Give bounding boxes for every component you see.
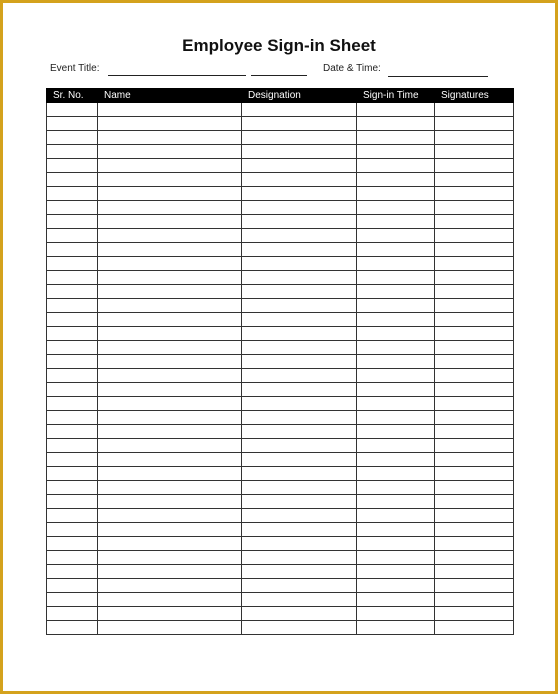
signature-cell[interactable] (435, 509, 514, 523)
designation-cell[interactable] (242, 495, 357, 509)
sign-in-time-cell[interactable] (357, 117, 435, 131)
table-row (47, 229, 514, 243)
name-cell[interactable] (98, 565, 242, 579)
sr-no-cell[interactable] (47, 313, 98, 327)
sr-no-cell[interactable] (47, 593, 98, 607)
sr-no-cell[interactable] (47, 355, 98, 369)
sr-no-cell[interactable] (47, 481, 98, 495)
designation-cell[interactable] (242, 453, 357, 467)
signature-cell[interactable] (435, 369, 514, 383)
name-cell[interactable] (98, 495, 242, 509)
designation-cell[interactable] (242, 103, 357, 117)
sr-no-cell[interactable] (47, 467, 98, 481)
signature-cell[interactable] (435, 481, 514, 495)
name-cell[interactable] (98, 243, 242, 257)
name-cell[interactable] (98, 467, 242, 481)
signature-cell[interactable] (435, 621, 514, 635)
sign-in-time-cell[interactable] (357, 313, 435, 327)
designation-cell[interactable] (242, 271, 357, 285)
column-header-designation: Designation (242, 89, 357, 103)
signature-cell[interactable] (435, 537, 514, 551)
event-title-label: Event Title: (50, 63, 100, 74)
name-cell[interactable] (98, 173, 242, 187)
table-row (47, 341, 514, 355)
name-cell[interactable] (98, 579, 242, 593)
sr-no-cell[interactable] (47, 565, 98, 579)
signature-cell[interactable] (435, 383, 514, 397)
signature-cell[interactable] (435, 439, 514, 453)
sr-no-cell[interactable] (47, 411, 98, 425)
designation-cell[interactable] (242, 579, 357, 593)
sign-in-time-cell[interactable] (357, 257, 435, 271)
sign-in-time-cell[interactable] (357, 369, 435, 383)
name-cell[interactable] (98, 411, 242, 425)
sr-no-cell[interactable] (47, 229, 98, 243)
signature-cell[interactable] (435, 593, 514, 607)
signature-cell[interactable] (435, 313, 514, 327)
name-cell[interactable] (98, 299, 242, 313)
name-cell[interactable] (98, 383, 242, 397)
table-row (47, 369, 514, 383)
name-cell[interactable] (98, 215, 242, 229)
sign-in-time-cell[interactable] (357, 145, 435, 159)
sign-in-time-cell[interactable] (357, 439, 435, 453)
sr-no-cell[interactable] (47, 341, 98, 355)
designation-cell[interactable] (242, 187, 357, 201)
signature-cell[interactable] (435, 579, 514, 593)
table-row (47, 425, 514, 439)
date-time-blank-line[interactable] (388, 76, 488, 77)
sr-no-cell[interactable] (47, 397, 98, 411)
name-cell[interactable] (98, 439, 242, 453)
sr-no-cell[interactable] (47, 103, 98, 117)
sr-no-cell[interactable] (47, 201, 98, 215)
table-row (47, 565, 514, 579)
table-row (47, 383, 514, 397)
name-cell[interactable] (98, 103, 242, 117)
sr-no-cell[interactable] (47, 523, 98, 537)
table-row (47, 173, 514, 187)
designation-cell[interactable] (242, 425, 357, 439)
name-cell[interactable] (98, 397, 242, 411)
sign-in-time-cell[interactable] (357, 481, 435, 495)
table-row (47, 411, 514, 425)
signature-cell[interactable] (435, 187, 514, 201)
table-header-row (47, 89, 514, 103)
sr-no-cell[interactable] (47, 551, 98, 565)
sr-no-cell[interactable] (47, 285, 98, 299)
event-title-blank-line-secondary[interactable] (251, 75, 307, 76)
designation-cell[interactable] (242, 467, 357, 481)
name-cell[interactable] (98, 229, 242, 243)
sign-in-time-cell[interactable] (357, 593, 435, 607)
sr-no-cell[interactable] (47, 299, 98, 313)
name-cell[interactable] (98, 425, 242, 439)
signature-cell[interactable] (435, 271, 514, 285)
sr-no-cell[interactable] (47, 257, 98, 271)
table-row (47, 187, 514, 201)
sign-in-time-cell[interactable] (357, 327, 435, 341)
sign-in-time-cell[interactable] (357, 453, 435, 467)
signature-cell[interactable] (435, 551, 514, 565)
table-row (47, 145, 514, 159)
sr-no-cell[interactable] (47, 439, 98, 453)
designation-cell[interactable] (242, 397, 357, 411)
designation-cell[interactable] (242, 201, 357, 215)
signature-cell[interactable] (435, 117, 514, 131)
sr-no-cell[interactable] (47, 607, 98, 621)
name-cell[interactable] (98, 257, 242, 271)
designation-cell[interactable] (242, 313, 357, 327)
table-row (47, 509, 514, 523)
designation-cell[interactable] (242, 607, 357, 621)
signature-cell[interactable] (435, 159, 514, 173)
designation-cell[interactable] (242, 229, 357, 243)
sign-in-time-cell[interactable] (357, 495, 435, 509)
designation-cell[interactable] (242, 509, 357, 523)
designation-cell[interactable] (242, 215, 357, 229)
designation-cell[interactable] (242, 551, 357, 565)
table-row (47, 285, 514, 299)
designation-cell[interactable] (242, 523, 357, 537)
designation-cell[interactable] (242, 593, 357, 607)
table-row (47, 481, 514, 495)
name-cell[interactable] (98, 369, 242, 383)
sign-in-time-cell[interactable] (357, 201, 435, 215)
designation-cell[interactable] (242, 285, 357, 299)
sign-in-time-cell[interactable] (357, 341, 435, 355)
signature-cell[interactable] (435, 397, 514, 411)
table-row (47, 327, 514, 341)
table-row (47, 299, 514, 313)
designation-cell[interactable] (242, 145, 357, 159)
signature-cell[interactable] (435, 145, 514, 159)
sr-no-cell[interactable] (47, 145, 98, 159)
name-cell[interactable] (98, 355, 242, 369)
signature-cell[interactable] (435, 453, 514, 467)
sr-no-cell[interactable] (47, 425, 98, 439)
signature-cell[interactable] (435, 425, 514, 439)
table-row (47, 607, 514, 621)
name-cell[interactable] (98, 607, 242, 621)
signature-cell[interactable] (435, 201, 514, 215)
designation-cell[interactable] (242, 159, 357, 173)
page-title: Employee Sign-in Sheet (182, 36, 376, 55)
table-row (47, 201, 514, 215)
signature-cell[interactable] (435, 103, 514, 117)
signature-cell[interactable] (435, 229, 514, 243)
table-row (47, 355, 514, 369)
sign-in-time-cell[interactable] (357, 159, 435, 173)
signature-cell[interactable] (435, 243, 514, 257)
designation-cell[interactable] (242, 439, 357, 453)
name-cell[interactable] (98, 593, 242, 607)
name-cell[interactable] (98, 523, 242, 537)
sign-in-time-cell[interactable] (357, 523, 435, 537)
name-cell[interactable] (98, 327, 242, 341)
signature-cell[interactable] (435, 299, 514, 313)
designation-cell[interactable] (242, 565, 357, 579)
designation-cell[interactable] (242, 355, 357, 369)
table-row (47, 579, 514, 593)
sr-no-cell[interactable] (47, 369, 98, 383)
name-cell[interactable] (98, 145, 242, 159)
sr-no-cell[interactable] (47, 537, 98, 551)
signature-cell[interactable] (435, 285, 514, 299)
table-row (47, 551, 514, 565)
designation-cell[interactable] (242, 299, 357, 313)
name-cell[interactable] (98, 313, 242, 327)
table-row (47, 537, 514, 551)
table-row (47, 257, 514, 271)
table-row (47, 159, 514, 173)
sign-in-time-cell[interactable] (357, 187, 435, 201)
date-time-label: Date & Time: (323, 63, 381, 74)
name-cell[interactable] (98, 159, 242, 173)
designation-cell[interactable] (242, 481, 357, 495)
name-cell[interactable] (98, 131, 242, 145)
signature-cell[interactable] (435, 131, 514, 145)
signature-cell[interactable] (435, 341, 514, 355)
sign-in-time-cell[interactable] (357, 383, 435, 397)
name-cell[interactable] (98, 271, 242, 285)
designation-cell[interactable] (242, 117, 357, 131)
name-cell[interactable] (98, 453, 242, 467)
column-header-signatures: Signatures (435, 89, 514, 103)
sr-no-cell[interactable] (47, 327, 98, 341)
sign-in-time-cell[interactable] (357, 621, 435, 635)
table-row (47, 495, 514, 509)
table-row (47, 271, 514, 285)
column-header-name: Name (98, 89, 242, 103)
name-cell[interactable] (98, 341, 242, 355)
event-title-blank-line[interactable] (108, 75, 246, 76)
sign-in-time-cell[interactable] (357, 103, 435, 117)
sign-in-time-cell[interactable] (357, 397, 435, 411)
sign-in-time-cell[interactable] (357, 229, 435, 243)
sr-no-cell[interactable] (47, 495, 98, 509)
signature-cell[interactable] (435, 607, 514, 621)
table-row (47, 117, 514, 131)
designation-cell[interactable] (242, 383, 357, 397)
name-cell[interactable] (98, 117, 242, 131)
name-cell[interactable] (98, 285, 242, 299)
sr-no-cell[interactable] (47, 215, 98, 229)
sr-no-cell[interactable] (47, 243, 98, 257)
designation-cell[interactable] (242, 341, 357, 355)
sign-in-time-cell[interactable] (357, 355, 435, 369)
name-cell[interactable] (98, 201, 242, 215)
signature-cell[interactable] (435, 355, 514, 369)
table-row (47, 243, 514, 257)
sign-in-table (46, 88, 514, 635)
signature-cell[interactable] (435, 467, 514, 481)
sr-no-cell[interactable] (47, 159, 98, 173)
signature-cell[interactable] (435, 523, 514, 537)
name-cell[interactable] (98, 537, 242, 551)
signature-cell[interactable] (435, 495, 514, 509)
sign-in-time-cell[interactable] (357, 607, 435, 621)
signature-cell[interactable] (435, 565, 514, 579)
sr-no-cell[interactable] (47, 383, 98, 397)
table-body (47, 103, 514, 635)
sign-in-time-cell[interactable] (357, 215, 435, 229)
sr-no-cell[interactable] (47, 271, 98, 285)
sign-in-time-cell[interactable] (357, 551, 435, 565)
sign-in-time-cell[interactable] (357, 285, 435, 299)
designation-cell[interactable] (242, 411, 357, 425)
table-row (47, 397, 514, 411)
designation-cell[interactable] (242, 243, 357, 257)
table-row (47, 523, 514, 537)
sign-in-time-cell[interactable] (357, 565, 435, 579)
sign-in-time-cell[interactable] (357, 271, 435, 285)
column-header-sr-no: Sr. No. (47, 89, 98, 103)
name-cell[interactable] (98, 551, 242, 565)
name-cell[interactable] (98, 187, 242, 201)
sign-in-time-cell[interactable] (357, 173, 435, 187)
sr-no-cell[interactable] (47, 173, 98, 187)
table-row (47, 593, 514, 607)
designation-cell[interactable] (242, 369, 357, 383)
signature-cell[interactable] (435, 411, 514, 425)
table-row (47, 621, 514, 635)
designation-cell[interactable] (242, 327, 357, 341)
designation-cell[interactable] (242, 257, 357, 271)
sign-in-time-cell[interactable] (357, 579, 435, 593)
sr-no-cell[interactable] (47, 117, 98, 131)
name-cell[interactable] (98, 481, 242, 495)
designation-cell[interactable] (242, 537, 357, 551)
sr-no-cell[interactable] (47, 509, 98, 523)
column-header-sign-in-time: Sign-in Time (357, 89, 435, 103)
designation-cell[interactable] (242, 131, 357, 145)
sign-in-time-cell[interactable] (357, 411, 435, 425)
signature-cell[interactable] (435, 327, 514, 341)
table-row (47, 439, 514, 453)
sr-no-cell[interactable] (47, 131, 98, 145)
table-row (47, 103, 514, 117)
name-cell[interactable] (98, 509, 242, 523)
sr-no-cell[interactable] (47, 621, 98, 635)
table-row (47, 131, 514, 145)
sign-in-time-cell[interactable] (357, 537, 435, 551)
sr-no-cell[interactable] (47, 187, 98, 201)
table-row (47, 215, 514, 229)
sr-no-cell[interactable] (47, 579, 98, 593)
table-row (47, 453, 514, 467)
designation-cell[interactable] (242, 621, 357, 635)
designation-cell[interactable] (242, 173, 357, 187)
table-row (47, 313, 514, 327)
sign-in-time-cell[interactable] (357, 467, 435, 481)
table-row (47, 467, 514, 481)
name-cell[interactable] (98, 621, 242, 635)
sign-in-time-cell[interactable] (357, 425, 435, 439)
signature-cell[interactable] (435, 257, 514, 271)
sign-in-time-cell[interactable] (357, 509, 435, 523)
sign-in-time-cell[interactable] (357, 299, 435, 313)
sign-in-time-cell[interactable] (357, 243, 435, 257)
signature-cell[interactable] (435, 215, 514, 229)
sr-no-cell[interactable] (47, 453, 98, 467)
sign-in-time-cell[interactable] (357, 131, 435, 145)
signature-cell[interactable] (435, 173, 514, 187)
